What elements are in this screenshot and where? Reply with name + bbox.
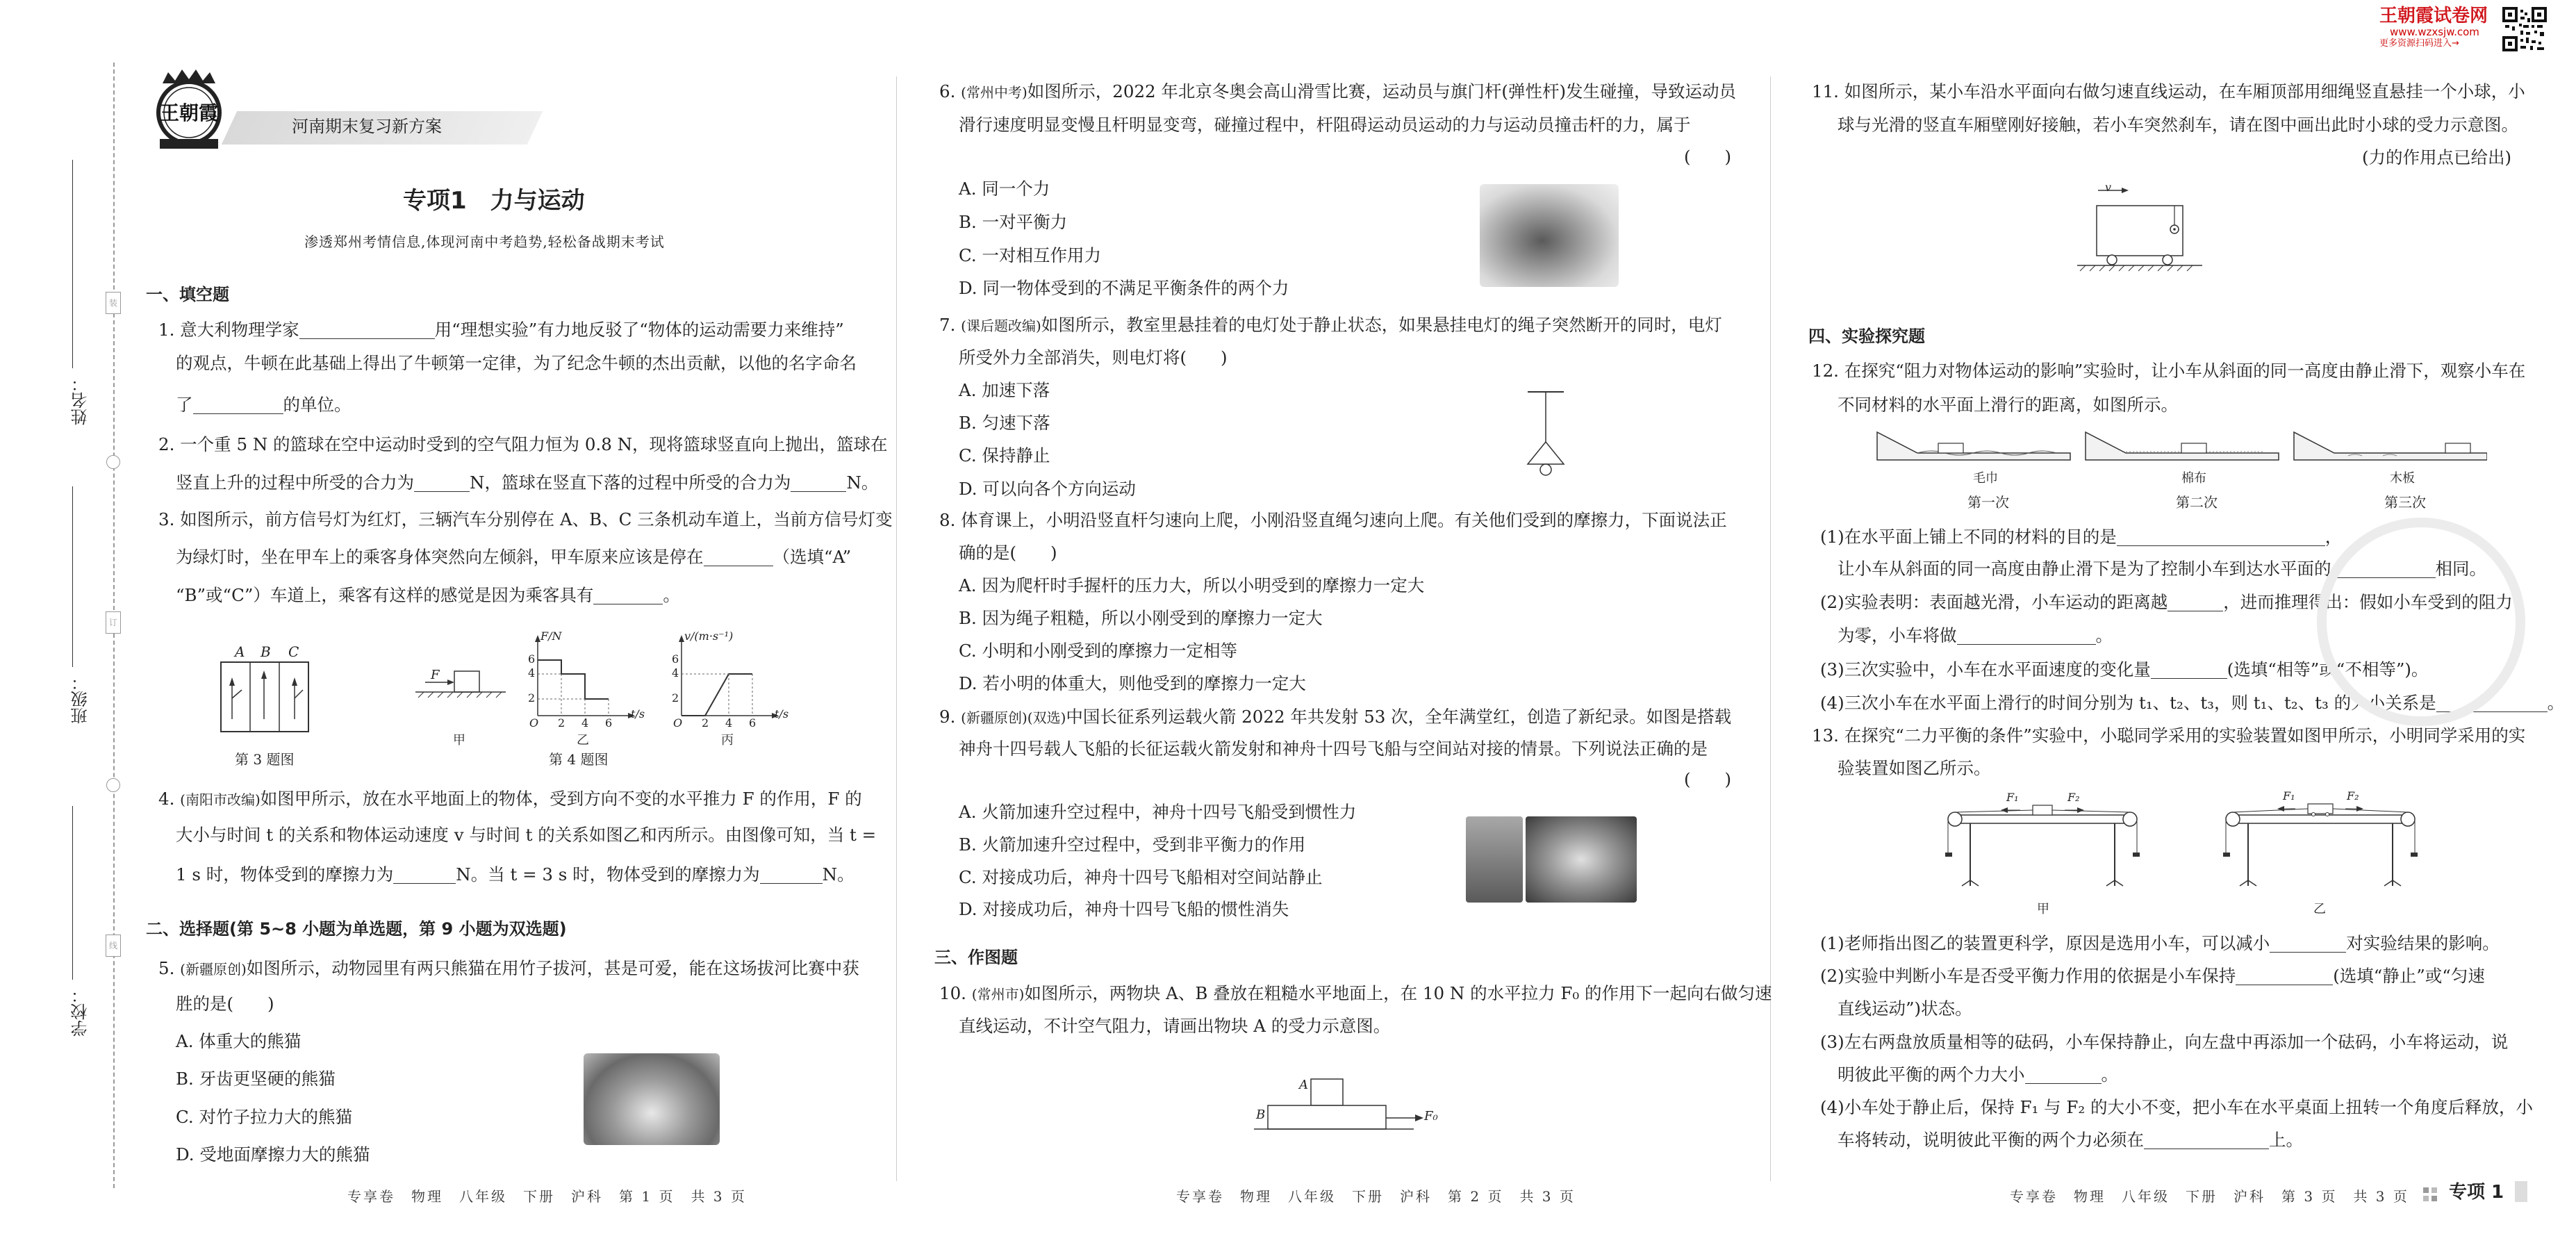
q13-s2-line2: 直线运动”)状态。 (1838, 998, 1972, 1019)
q4-line2: 大小与时间 t 的关系和物体运动速度 v 与时间 t 的关系如图乙和丙所示。由图像可知，当 t = (176, 825, 877, 845)
section-drawing: 三、作图题 (934, 948, 1018, 967)
side-school-label: 学校： (71, 987, 90, 1037)
q5-option-a[interactable]: A. 体重大的熊猫 (176, 1031, 302, 1051)
q4-line1: 4. (南阳市改编)如图甲所示，放在水平地面上的物体，受到方向不变的水平推力 F 的作用，F 的 (158, 789, 862, 809)
q5-line2: 胜的是( ) (176, 994, 274, 1014)
fig3-label-b: B (261, 643, 271, 660)
q10-line2: 直线运动，不计空气阻力，请画出物块 A 的受力示意图。 (959, 1016, 1391, 1036)
q1-line1: 1. 意大利物理学家 用“理想实验”有力地反驳了“物体的运动需要力来维持” (158, 320, 844, 340)
q13-blank-4[interactable] (2144, 1133, 2269, 1149)
q9-rocket-photo (1466, 816, 1523, 903)
q10-label-b: B (1256, 1108, 1266, 1122)
q12-blank-4[interactable] (1957, 629, 2096, 645)
side-class-label: 班级： (71, 674, 90, 724)
q7-hanging-lamp (1518, 389, 1574, 486)
q2-line2: 竖直上升的过程中所受的合力为 N，篮球在竖直下落的过程中所受的合力为 N。 (176, 472, 879, 493)
q3-line1: 3. 如图所示，前方信号灯为红灯，三辆汽车分别停在 A、B、C 三条机动车道上，当前方信号灯变 (158, 509, 893, 529)
section-experiment: 四、实验探究题 (1808, 327, 1925, 346)
q6-option-a[interactable]: A. 同一个力 (959, 179, 1050, 199)
q13-jia-caption: 甲 (2037, 902, 2049, 916)
q13-s3-line2: 明彼此平衡的两个力大小 。 (1838, 1064, 2118, 1085)
q12-material-1: 毛巾 (1973, 471, 1998, 486)
site-more[interactable]: 更多资源扫码进入→ (2379, 38, 2459, 49)
site-title[interactable]: 王朝霞试卷网 (2379, 6, 2488, 26)
q12-material-2: 棉布 (2181, 471, 2206, 486)
q13-yi-caption: 乙 (2313, 902, 2326, 916)
q4-blank-1[interactable] (393, 868, 456, 884)
q7-option-d[interactable]: D. 可以向各个方向运动 (959, 479, 1136, 499)
q10-line1: 10. (常州市)如图所示，两物块 A、B 叠放在粗糙水平地面上，在 10 N 的水平拉力 F₀ 的作用下一起向右做匀速 (939, 983, 1772, 1003)
q12-blank-1[interactable] (2117, 530, 2325, 546)
fig4-bing-xtick-2: 2 (702, 716, 709, 730)
q12-line1: 12. 在探究“阻力对物体运动的影响”实验时，让小车从斜面的同一高度由静止滑下，观察小车在 (1812, 361, 2526, 381)
q9-line2: 神舟十四号载人飞船的长征运载火箭发射和神舟十四号飞船与空间站对接的情景。下列说法正确的是 (959, 739, 1708, 759)
footer-grid-icon (2423, 1185, 2440, 1199)
fig4-bing-xlabel: t/s (775, 707, 789, 721)
q3-line3: “B”或“C”）车道上，乘客有这样的感觉是因为乘客具有 。 (176, 585, 680, 605)
q12-s1-line2: 让小车从斜面的同一高度由静止滑下是为了控制小车到达水平面的 相同。 (1838, 559, 2486, 579)
page-subtitle: 渗透郑州考情信息,体现河南中考趋势,轻松备战期末考试 (304, 233, 665, 250)
fig4-yi-tick-6: 6 (528, 652, 536, 666)
side-school-line (72, 806, 73, 980)
fig4-bing-xtick-6: 6 (749, 716, 757, 730)
footer-page-2: 专享卷 物理 八年级 下册 沪科 第 2 页 共 3 页 (1176, 1188, 1576, 1205)
fig4-yi-tick-4: 4 (528, 666, 536, 680)
fig4-yi-xlabel: t/s (631, 707, 645, 721)
q3-blank-2[interactable] (593, 588, 663, 604)
q12-trial-2: 第二次 (2176, 494, 2218, 511)
q1-line2: 的观点，牛顿在此基础上得出了牛顿第一定律，为了纪念牛顿的杰出贡献，以他的名字命名 (176, 353, 857, 373)
q12-line2: 不同材料的水平面上滑行的距离，如图所示。 (1838, 395, 2178, 415)
fig3-caption: 第 3 题图 (235, 751, 295, 768)
q6-bracket: ( ) (1684, 147, 1732, 167)
q8-line1: 8. 体育课上，小明沿竖直杆匀速向上爬，小刚沿竖直绳匀速向上爬。有关他们受到的摩擦力，下面说法正 (939, 510, 1727, 530)
fig4-force-label: F (431, 668, 440, 682)
q12-trial-1: 第一次 (1967, 494, 2009, 511)
q12-s2-line1: (2)实验表明：表面越光滑，小车运动的距离越 ，进而推理得出：假如小车受到的阻力 (1820, 592, 2513, 612)
q5-option-d[interactable]: D. 受地面摩擦力大的熊猫 (176, 1144, 370, 1164)
q5-panda-photo (584, 1053, 720, 1145)
q13-blank-1[interactable] (2270, 937, 2346, 953)
brand-logo (147, 69, 231, 153)
q13-s4-line2: 车将转动，说明彼此平衡的两个力必须在 上。 (1838, 1130, 2303, 1150)
q10-label-f0: F₀ (1424, 1109, 1438, 1123)
q9-option-a[interactable]: A. 火箭加速升空过程中，神舟十四号飞船受到惯性力 (959, 802, 1357, 822)
q10-blocks-diagram (1254, 1073, 1435, 1136)
binding-hole-2 (106, 778, 120, 792)
footer-page-1: 专享卷 物理 八年级 下册 沪科 第 1 页 共 3 页 (347, 1188, 747, 1205)
site-url[interactable]: www.wzxsjw.com (2390, 26, 2479, 38)
q9-option-c[interactable]: C. 对接成功后，神舟十四号飞船相对空间站静止 (959, 867, 1323, 887)
q12-ramps-figure (1876, 425, 2487, 467)
binding-mark-1: 装 (106, 292, 121, 314)
q13-s1: (1)老师指出图乙的装置更科学，原因是选用小车，可以减小 对实验结果的影响。 (1820, 933, 2500, 953)
q7-option-a[interactable]: A. 加速下落 (959, 380, 1050, 400)
binding-hole-1 (106, 455, 120, 469)
q7-line1: 7. (课后题改编)如图所示，教室里悬挂着的电灯处于静止状态，如果悬挂电灯的绳子突然断开的同时，电灯 (939, 315, 1722, 335)
column-divider-2 (1770, 76, 1771, 1181)
q13-blank-3[interactable] (2025, 1068, 2102, 1084)
q8-line2: 确的是( ) (959, 543, 1057, 563)
q11-velocity-label: v (2105, 181, 2112, 194)
svg-text:王朝霞: 王朝霞 (159, 101, 219, 124)
q7-option-b[interactable]: B. 匀速下落 (959, 413, 1050, 433)
q8-option-a[interactable]: A. 因为爬杆时手握杆的压力大，所以小明受到的摩擦力一定大 (959, 575, 1425, 595)
q6-line2: 滑行速度明显变慢且杆明显变弯，碰撞过程中，杆阻碍运动员运动的力与运动员撞击杆的力，属于 (959, 115, 1691, 135)
fig4-yi-caption: 乙 (577, 733, 589, 748)
fig4-bing-tick-6: 6 (672, 652, 679, 666)
q12-s2-line2: 为零，小车将做 。 (1838, 625, 2113, 645)
q6-skier-photo (1480, 184, 1619, 287)
q2-blank-1[interactable] (414, 476, 470, 492)
fig4-bing-origin: O (673, 716, 683, 730)
fig4-bing-xtick-4: 4 (725, 716, 733, 730)
q13-line1: 13. 在探究“二力平衡的条件”实验中，小聪同学采用的实验装置如图甲所示，小明同学采用的实 (1812, 725, 2526, 746)
fig4-yi-tick-2: 2 (528, 691, 536, 705)
fig4-yi-xtick-2: 2 (558, 716, 565, 730)
figure-4-jia-block (415, 668, 506, 703)
section-choice: 二、选择题(第 5~8 小题为单选题，第 9 小题为双选题) (146, 919, 567, 939)
q6-option-b[interactable]: B. 一对平衡力 (959, 212, 1068, 232)
fig3-label-a: A (235, 643, 245, 660)
q8-option-b[interactable]: B. 因为绳子粗糙，所以小刚受到的摩擦力一定大 (959, 608, 1323, 628)
q11-cart-diagram (2070, 181, 2209, 274)
q1-line3: 了 的单位。 (176, 395, 352, 415)
q9-bracket: ( ) (1684, 769, 1732, 789)
q13-line2: 验装置如图乙所示。 (1838, 758, 1991, 778)
q13-s2-line1: (2)实验中判断小车是否受平衡力作用的依据是小车保持 (选填“静止”或“匀速 (1820, 966, 2485, 986)
page-title: 专项1 力与运动 (403, 187, 585, 215)
q6-option-c[interactable]: C. 一对相互作用力 (959, 245, 1101, 265)
q4-line3: 1 s 时，物体受到的摩擦力为 N。当 t = 3 s 时，物体受到的摩擦力为 N。 (176, 864, 854, 884)
footer-topic-tag: 专项 1 (2449, 1182, 2504, 1203)
q2-line1: 2. 一个重 5 N 的篮球在空中运动时受到的空气阻力恒为 0.8 N，现将篮球竖直向上抛出，篮球在 (158, 434, 888, 454)
fig4-jia-caption: 甲 (453, 733, 465, 748)
q9-station-photo (1526, 816, 1637, 903)
side-name-line (72, 160, 73, 368)
q11-line1: 11. 如图所示，某小车沿水平面向右做匀速直线运动，在车厢顶部用细绳竖直悬挂一个小球，小 (1812, 81, 2525, 101)
q11-line2: 球与光滑的竖直车厢壁刚好接触，若小车突然刹车，请在图中画出此时小球的受力示意图。 (1838, 115, 2518, 135)
q13-blank-2[interactable] (2236, 969, 2333, 985)
side-class-line (72, 486, 73, 667)
q12-s1-line1: (1)在水平面上铺上不同的材料的目的是 ， (1820, 527, 2343, 547)
q12-material-3: 木板 (2390, 471, 2415, 486)
q12-trial-3: 第三次 (2384, 494, 2426, 511)
q3-blank-1[interactable] (704, 550, 773, 566)
q1-blank-1[interactable] (299, 323, 435, 339)
section-fill-in: 一、填空题 (146, 285, 229, 304)
q9-option-b[interactable]: B. 火箭加速升空过程中，受到非平衡力的作用 (959, 834, 1306, 855)
fig3-label-c: C (288, 643, 299, 660)
fig4-bing-ylabel: v/(m·s⁻¹) (684, 629, 734, 643)
q13-s3-line1: (3)左右两盘放质量相等的砝码，小车保持静止，向左盘中再添加一个砝码，小车将运动，说 (1820, 1032, 2509, 1052)
q12-blank-5[interactable] (2151, 663, 2227, 679)
q12-s4: (4)三次小车在水平面上滑行的时间分别为 t₁、t₂、t₃，则 t₁、t₂、t₃ 的大小关系是 。 (1820, 693, 2565, 713)
q4-blank-2[interactable] (760, 868, 823, 884)
q11-note: (力的作用点已给出) (2362, 147, 2512, 167)
q12-s3: (3)三次实验中，小车在水平面速度的变化量 (选填“相等”或“不相等”)。 (1820, 659, 2429, 680)
q2-blank-2[interactable] (791, 476, 846, 492)
fig4-bing-tick-2: 2 (672, 691, 679, 705)
q1-blank-2[interactable] (193, 398, 283, 414)
q13-yi-f2: F₂ (2347, 789, 2359, 802)
q5-line1: 5. (新疆原创)如图所示，动物园里有两只熊猫在用竹子拔河，甚是可爱，能在这场拔河比赛中获 (158, 958, 859, 978)
q7-option-c[interactable]: C. 保持静止 (959, 445, 1050, 466)
series-title: 河南期末复习新方案 (292, 117, 442, 136)
q6-line1: 6. (常州中考)如图所示，2022 年北京冬奥会高山滑雪比赛，运动员与旗门杆(弹性杆)发生碰撞，导致运动员 (939, 81, 1737, 101)
binding-mark-2: 订 (106, 611, 121, 634)
q13-jia-f2: F₂ (2067, 791, 2080, 804)
fig4-yi-ylabel: F/N (540, 629, 562, 643)
qr-code-icon[interactable] (2502, 7, 2547, 51)
q13-apparatus-jia (1945, 789, 2140, 900)
fig4-yi-xtick-6: 6 (605, 716, 613, 730)
fig4-caption: 第 4 题图 (549, 751, 609, 768)
q6-option-d[interactable]: D. 同一物体受到的不满足平衡条件的两个力 (959, 278, 1289, 298)
watermark-stamp (2317, 518, 2525, 726)
q8-option-d[interactable]: D. 若小明的体重大，则他受到的摩擦力一定大 (959, 673, 1306, 693)
q9-option-d[interactable]: D. 对接成功后，神舟十四号飞船的惯性消失 (959, 899, 1289, 919)
binding-mark-3: 线 (106, 935, 121, 957)
q10-label-a: A (1299, 1078, 1308, 1092)
q13-s4-line1: (4)小车处于静止后，保持 F₁ 与 F₂ 的大小不变，把小车在水平桌面上扭转一个角度后释放，小 (1820, 1097, 2533, 1117)
fig4-bing-tick-4: 4 (672, 666, 679, 680)
footer-tab-marker (2515, 1181, 2527, 1202)
q5-option-c[interactable]: C. 对竹子拉力大的熊猫 (176, 1107, 352, 1127)
fig4-yi-xtick-4: 4 (581, 716, 589, 730)
q9-line1: 9. (新疆原创)(双选)中国长征系列运载火箭 2022 年共发射 53 次，全年满堂红，创造了新纪录。如图是搭载 (939, 707, 1732, 727)
fig4-yi-origin: O (529, 716, 539, 730)
q5-option-b[interactable]: B. 牙齿更坚硬的熊猫 (176, 1069, 336, 1089)
fig4-bing-caption: 丙 (721, 733, 734, 748)
q13-jia-f1: F₁ (2006, 791, 2019, 804)
q13-apparatus-yi (2223, 789, 2418, 900)
footer-page-3: 专享卷 物理 八年级 下册 沪科 第 3 页 共 3 页 (2010, 1188, 2409, 1205)
q12-blank-3[interactable] (2168, 595, 2223, 611)
q3-line2: 为绿灯时，坐在甲车上的乘客身体突然向左倾斜，甲车原来应该是停在 （选填“A” (176, 547, 852, 567)
column-divider-1 (896, 76, 897, 1181)
side-name-label: 姓名： (71, 375, 90, 425)
q7-line2: 所受外力全部消失，则电灯将( ) (959, 347, 1228, 368)
q8-option-c[interactable]: C. 小明和小刚受到的摩擦力一定相等 (959, 641, 1237, 661)
q13-yi-f1: F₁ (2283, 789, 2295, 802)
